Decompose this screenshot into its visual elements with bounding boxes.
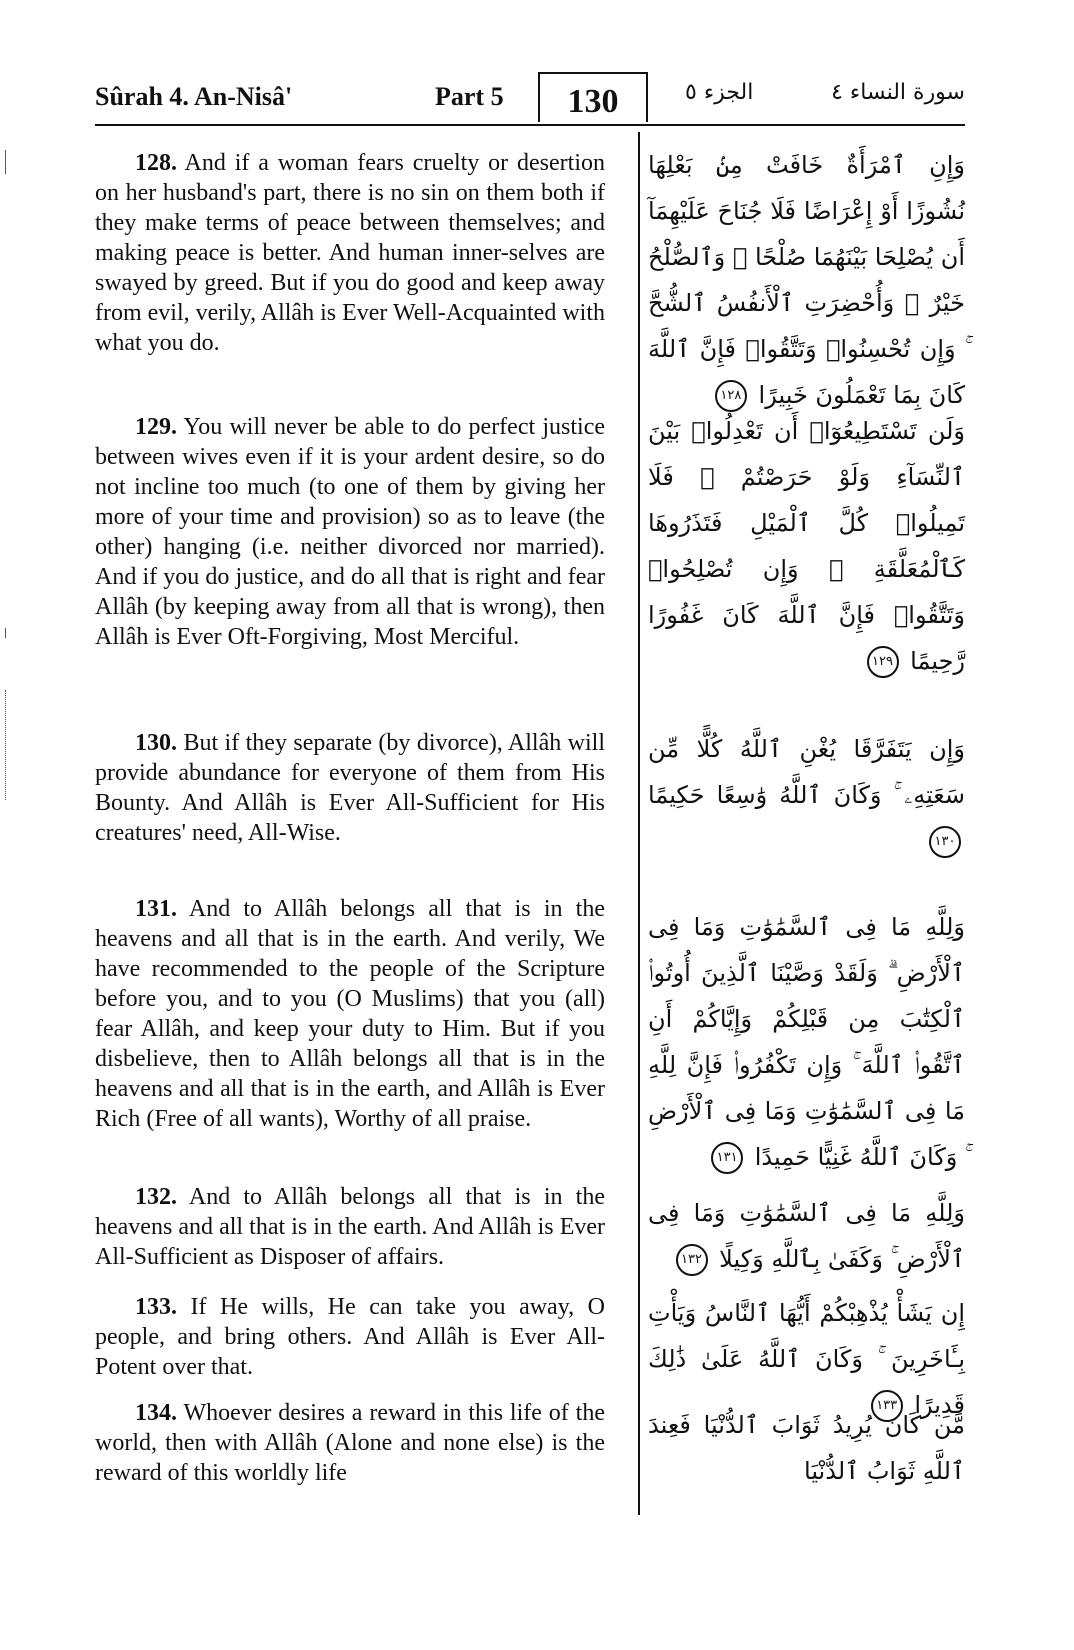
verse-132-arabic — [648, 1190, 965, 1282]
verse-number: 132. — [135, 1184, 177, 1210]
verse-128-arabic — [648, 142, 965, 418]
ayah-number-marker: ١٢٩ — [867, 646, 899, 678]
verse-number: 134. — [135, 1400, 177, 1426]
verse-number: 131. — [135, 896, 177, 922]
column-divider — [638, 132, 640, 1515]
verse-130-arabic — [648, 726, 965, 864]
part-label-ar: الجزء ٥ — [685, 80, 754, 105]
verse-number: 129. — [135, 414, 177, 440]
arabic-text: مَّن كَانَ يُرِيدُ ثَوَابَ ٱلدُّنْيَا فَعِندَ ٱللَّهِ ثَوَابُ ٱلدُّنْيَا — [648, 1411, 965, 1485]
page-number: 130 — [538, 72, 648, 122]
verse-129-english — [95, 412, 605, 652]
arabic-text: وَلَن تَسْتَطِيعُوٓا۟ أَن تَعْدِلُوا۟ بَيْنَ ٱلنِّسَآءِ وَلَوْ حَرَصْتُمْ ۖ فَلَا تَمِيلُوا۟ كُلَّ ٱلْمَيْلِ فَتَذَرُوهَا كَٱلْمُعَلَّقَةِ ۚ وَإِن تُصْلِحُوا۟ وَتَتَّقُوا۟ فَإِنَّ ٱللَّهَ كَانَ غَفُورًا رَّحِيمًا — [648, 417, 965, 675]
verse-number: 128. — [135, 150, 177, 176]
verse-131-english — [95, 894, 605, 1134]
ayah-number-marker: ١٣٢ — [676, 1244, 708, 1276]
ayah-number-marker: ١٣١ — [711, 1142, 743, 1174]
ayah-number-marker: ١٣٣ — [871, 1390, 903, 1422]
verse-text: And to Allâh belongs all that is in the heavens and all that is in the earth. And verily, We have recommended to the people of the Scripture before you, and to you (O Muslims) that you (all) fear Allâh, and keep your duty to Him. But if you disbelieve, then to Allâh belongs all that is in the heavens and all that is in the earth, and Allâh is Ever Rich (Free of all wants), Worthy of all praise. — [95, 896, 605, 1132]
verse-133-english — [95, 1292, 605, 1382]
verse-number: 133. — [135, 1294, 177, 1320]
verse-text: And if a woman fears cruelty or desertion on her husband's part, there is no sin on them both if they make terms of peace between themselves; and making peace is better. And human inner-selves are swayed by greed. But if you do good and keep away from evil, verily, Allâh is Ever Well-Acquainted with what you do. — [95, 150, 605, 356]
ayah-number-marker: ١٣٠ — [929, 826, 961, 858]
page-header — [95, 72, 965, 132]
verse-129-arabic — [648, 408, 965, 684]
verse-text: You will never be able to do perfect justice between wives even if it is your ardent desire, so do not incline too much (to one of them by giving her more of your time and provision) so as to leave (the other) hanging (i.e. neither divorced nor married). And if you do justice, and do all that is right and fear Allâh (by keeping away from all that is wrong), then Allâh is Ever Oft-Forgiving, Most Merciful. — [95, 414, 605, 650]
arabic-text: وَإِن يَتَفَرَّقَا يُغْنِ ٱللَّهُ كُلًّا مِّن سَعَتِهِۦ ۚ وَكَانَ ٱللَّهُ وَٰسِعًا حَكِيمًا — [648, 735, 965, 809]
margin-mark — [5, 690, 6, 800]
surah-title-ar: سورة النساء ٤ — [831, 80, 965, 105]
arabic-text: وَلِلَّهِ مَا فِى ٱلسَّمَٰوَٰتِ وَمَا فِى ٱلْأَرْضِ ۗ وَلَقَدْ وَصَّيْنَا ٱلَّذِينَ أُوتُوا۟ ٱلْكِتَٰبَ مِن قَبْلِكُمْ وَإِيَّاكُمْ أَنِ ٱتَّقُوا۟ ٱللَّهَ ۚ وَإِن تَكْفُرُوا۟ فَإِنَّ لِلَّهِ مَا فِى ٱلسَّمَٰوَٰتِ وَمَا فِى ٱلْأَرْضِ ۚ وَكَانَ ٱللَّهُ غَنِيًّا حَمِيدًا — [648, 913, 965, 1171]
verse-text: Whoever desires a reward in this life of the world, then with Allâh (Alone and none else) is the reward of this worldly life — [95, 1400, 605, 1486]
verse-134-arabic — [648, 1402, 965, 1494]
ayah-number-marker: ١٢٨ — [715, 380, 747, 412]
verse-131-arabic — [648, 904, 965, 1180]
header-rule — [95, 124, 965, 126]
arabic-text: وَإِنِ ٱمْرَأَةٌ خَافَتْ مِنۢ بَعْلِهَا نُشُوزًا أَوْ إِعْرَاضًا فَلَا جُنَاحَ عَلَيْهِمَآ أَن يُصْلِحَا بَيْنَهُمَا صُلْحًا ۚ وَٱلصُّلْحُ خَيْرٌ ۗ وَأُحْضِرَتِ ٱلْأَنفُسُ ٱلشُّحَّ ۚ وَإِن تُحْسِنُوا۟ وَتَتَّقُوا۟ فَإِنَّ ٱللَّهَ كَانَ بِمَا تَعْمَلُونَ خَبِيرًا — [648, 151, 965, 409]
verse-132-english — [95, 1182, 605, 1272]
part-label-en: Part 5 — [435, 82, 504, 111]
verse-130-english — [95, 728, 605, 848]
verse-134-english — [95, 1398, 605, 1488]
margin-mark — [5, 150, 6, 174]
arabic-text: وَلِلَّهِ مَا فِى ٱلسَّمَٰوَٰتِ وَمَا فِى ٱلْأَرْضِ ۚ وَكَفَىٰ بِٱللَّهِ وَكِيلًا — [648, 1199, 965, 1273]
verse-number: 130. — [135, 730, 177, 756]
verse-128-english — [95, 148, 605, 358]
verse-text: And to Allâh belongs all that is in the heavens and all that is in the earth. And Allâh is Ever All-Sufficient as Disposer of affairs. — [95, 1184, 605, 1270]
verse-text: If He wills, He can take you away, O people, and bring others. And Allâh is Ever All-Potent over that. — [95, 1294, 606, 1380]
margin-mark — [5, 628, 6, 638]
verse-text: But if they separate (by divorce), Allâh will provide abundance for everyone of them from His Bounty. And Allâh is Ever All-Sufficient for His creatures' need, All-Wise. — [95, 730, 606, 846]
arabic-text: إِن يَشَأْ يُذْهِبْكُمْ أَيُّهَا ٱلنَّاسُ وَيَأْتِ بِـَٔاخَرِينَ ۚ وَكَانَ ٱللَّهُ عَلَىٰ ذَٰلِكَ قَدِيرًا — [648, 1299, 965, 1419]
surah-title-en: Sûrah 4. An-Nisâ' — [95, 82, 293, 111]
